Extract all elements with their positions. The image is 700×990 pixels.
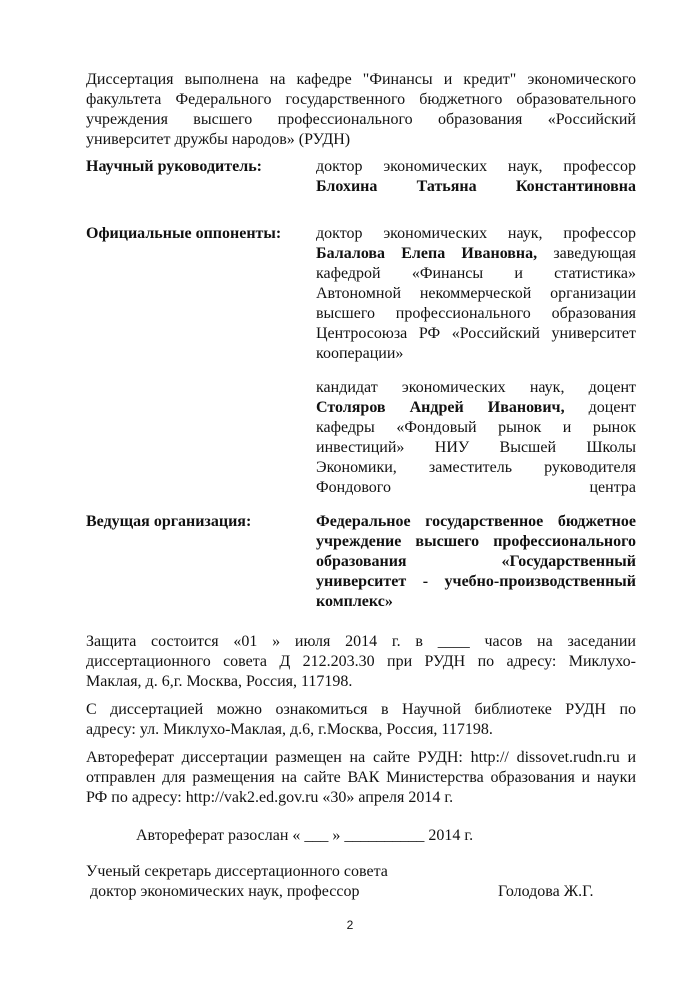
lead-org-line-3: образования «Государственный — [316, 553, 636, 570]
opponent-2-line-6: Фондового центра — [316, 479, 636, 496]
library-line-1: С диссертацией можно ознакомиться в Научной библиотеке РУДН по — [86, 701, 636, 718]
opponent-1-line-2 — [316, 244, 636, 264]
opponent-2-line-2 — [316, 398, 636, 418]
defense-line-3: Маклая, д. 6,г. Москва, Россия, 117198. — [86, 673, 353, 690]
opponent-2-name: Столяров Андрей Иванович, — [316, 399, 565, 416]
defense-line-1: Защита состоится «01 » июля 2014 г. в ____ часов на заседании — [86, 633, 636, 650]
supervisor-label: Научный руководитель: — [86, 158, 262, 175]
opponent-1-position: заведующая — [537, 245, 636, 262]
lead-org-line-5: комплекс» — [316, 593, 393, 610]
sent-date-line: Автореферат разослан « ___ » __________ 2014 г. — [136, 827, 474, 844]
posted-line-3: РФ по адресу: http://vak2.ed.gov.ru «30» апреля 2014 г. — [86, 789, 454, 806]
opponent-2-position: доцент — [564, 399, 636, 416]
opponent-1-line-1: доктор экономических наук, профессор — [316, 225, 636, 242]
intro-line-4: университет дружбы народов» (РУДН) — [86, 131, 351, 148]
intro-line-1: Диссертация выполнена на кафедре "Финансы и кредит" экономического — [86, 71, 636, 88]
opponent-1-line-6: Центросоюза РФ «Российский университет — [316, 325, 636, 342]
posted-line-2: отправлен для размещения на сайте ВАК Министерства образования и науки — [86, 769, 636, 786]
opponent-2-line-3: кафедры «Фондовый рынок и рынок — [316, 419, 636, 436]
opponents-label: Официальные оппоненты: — [86, 225, 282, 242]
secretary-name: Голодова Ж.Г. — [498, 883, 594, 900]
intro-line-2: факультета Федерального государственного бюджетного образовательного — [86, 91, 636, 108]
page-number: 2 — [346, 918, 354, 932]
lead-org-line-1: Федеральное государственное бюджетное — [316, 513, 636, 530]
lead-org-label: Ведущая организация: — [86, 513, 252, 530]
defense-line-2: диссертационного совета Д 212.203.30 при РУДН по адресу: Миклухо- — [86, 653, 636, 670]
opponent-1-line-4: Автономной некоммерческой организации — [316, 285, 636, 302]
lead-org-line-2: учреждение высшего профессионального — [316, 533, 636, 550]
opponent-2-line-1: кандидат экономических наук, доцент — [316, 379, 636, 396]
secretary-line-1: Ученый секретарь диссертационного совета — [86, 863, 388, 880]
opponent-1-name: Балалова Елепа Ивановна, — [316, 245, 538, 262]
supervisor-title: доктор экономических наук, профессор — [316, 158, 636, 175]
opponent-1-line-7: кооперации» — [316, 345, 404, 362]
opponent-1-line-3: кафедрой «Финансы и статистика» — [316, 265, 636, 282]
opponent-2-line-5: Экономики, заместитель руководителя — [316, 459, 636, 476]
opponent-1-line-5: высшего профессионального образования — [316, 305, 636, 322]
opponent-2-line-4: инвестиций» НИУ Высшей Школы — [316, 439, 636, 456]
posted-line-1: Автореферат диссертации размещен на сайте РУДН: http:// dissovet.rudn.ru и — [86, 749, 636, 766]
library-line-2: адресу: ул. Миклухо-Маклая, д.6, г.Москва, Россия, 117198. — [86, 721, 493, 738]
supervisor-name: Блохина Татьяна Константиновна — [316, 178, 636, 195]
intro-line-3: учреждения высшего профессионального образования «Российский — [86, 111, 636, 128]
lead-org-line-4: университет - учебно-производственный — [316, 573, 636, 590]
secretary-line-2: доктор экономических наук, профессор — [90, 883, 360, 900]
